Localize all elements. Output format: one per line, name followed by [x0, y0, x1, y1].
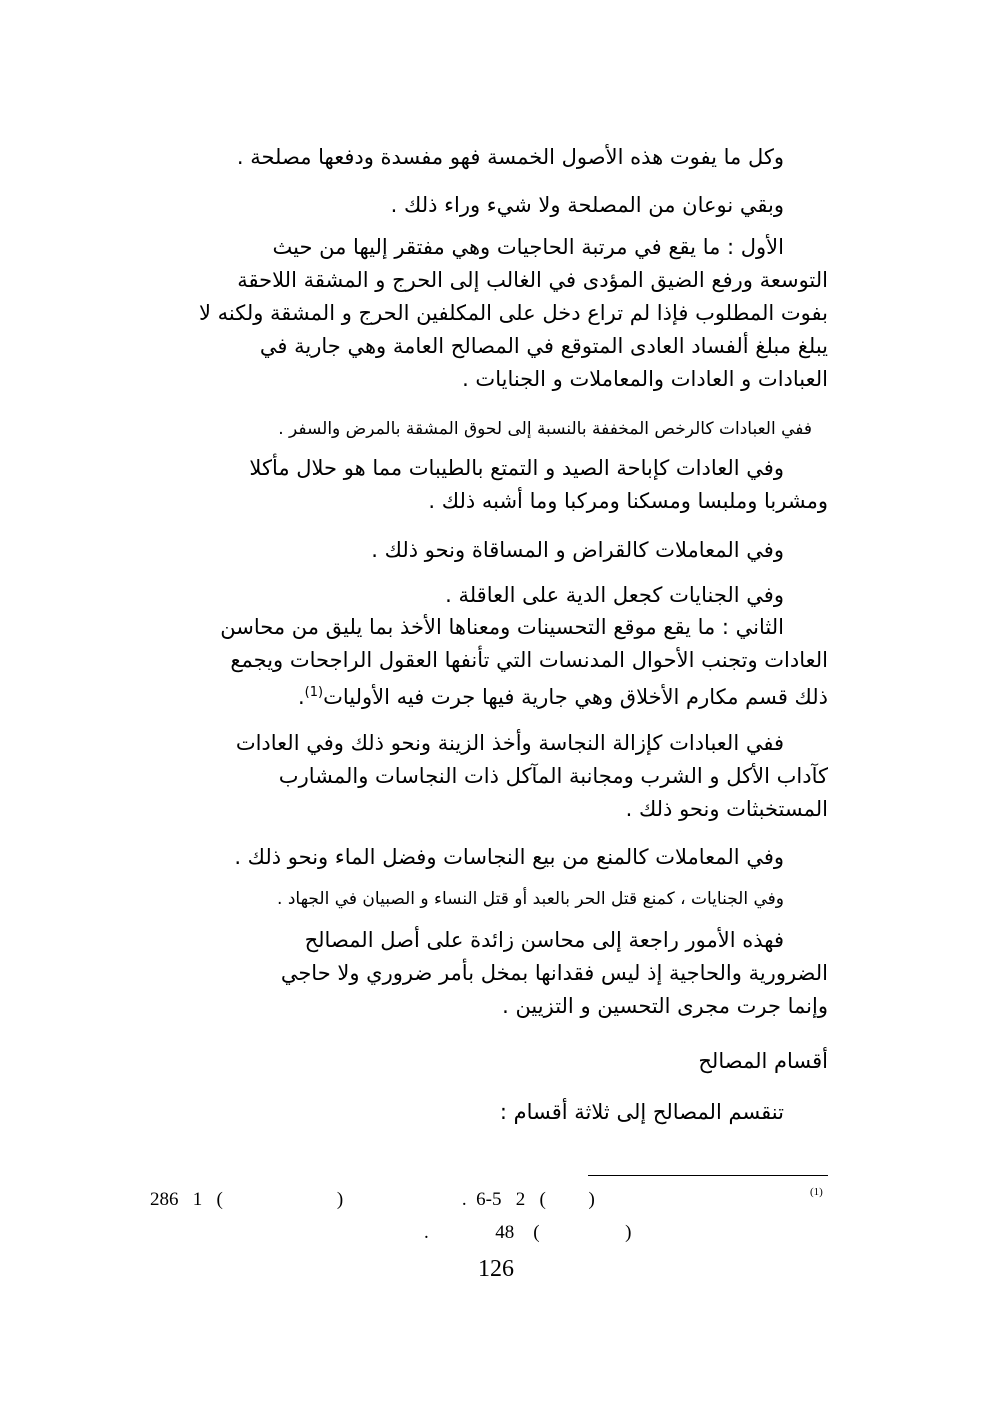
paragraph-line: وبقي نوعان من المصلحة ولا شيء وراء ذلك . — [390, 193, 784, 217]
paragraph-line: الثاني : ما يقع موقع التحسينات ومعناها الأخذ بما يليق من محاسن — [220, 615, 784, 639]
paragraph-line: وفي الجنايات ، كمنع قتل الحر بالعبد أو قتل النساء و الصبيان في الجهاد . — [277, 889, 784, 909]
paragraph-text: ذلك قسم مكارم الأخلاق وهي جارية فيها جرت فيه الأوليات — [323, 685, 828, 709]
section-heading: أقسام المصالح — [698, 1049, 828, 1073]
paragraph-line: العادات وتجنب الأحوال المدنسات التي تأنفها العقول الراجحات ويجمع — [230, 648, 828, 672]
paragraph-line: وفي المعاملات كالقراض و المساقاة ونحو ذلك . — [371, 538, 784, 562]
paragraph-line: وكل ما يفوت هذه الأصول الخمسة فهو مفسدة ودفعها مصلحة . — [236, 145, 784, 169]
paragraph-line: فهذه الأمور راجعة إلى محاسن زائدة على أصل المصالح — [304, 928, 784, 952]
footnote-line: 286 1 ( ) . 6-5 2 ( ) — [150, 1189, 595, 1210]
footnote-reference: (1) — [304, 685, 324, 700]
paragraph-line: وفي الجنايات كجعل الدية على العاقلة . — [445, 583, 784, 607]
paragraph-line: المستخبثات ونحو ذلك . — [625, 797, 828, 821]
paragraph-line: تنقسم المصالح إلى ثلاثة أقسام : — [499, 1100, 784, 1124]
paragraph-line: الضرورية والحاجية إذ ليس فقدانها بمخل بأمر ضروري ولا حاجي — [280, 961, 828, 985]
paragraph-line: الأول : ما يقع في مرتبة الحاجيات وهي مفتقر إليها من حيث — [272, 235, 784, 259]
paragraph-line: التوسعة ورفع الضيق المؤدى في الغالب إلى الحرج و المشقة اللاحقة — [237, 268, 828, 292]
paragraph-line: وفي العادات كإباحة الصيد و التمتع بالطيبات مما هو حلال مأكلا — [249, 456, 784, 480]
footnote-line: . 48 ( ) — [424, 1222, 632, 1243]
footnote-separator — [588, 1175, 828, 1176]
paragraph-line: ففي العبادات كالرخص المخففة بالنسبة إلى لحوق المشقة بالمرض والسفر . — [278, 419, 812, 439]
paragraph-line: ففي العبادات كإزالة النجاسة وأخذ الزينة ونحو ذلك وفي العادات — [235, 731, 784, 755]
paragraph-line: وفي المعاملات كالمنع من بيع النجاسات وفضل الماء ونحو ذلك . — [234, 845, 784, 869]
paragraph-line: العبادات و العادات والمعاملات و الجنايات . — [462, 367, 828, 391]
paragraph-line: وإنما جرت مجرى التحسين و التزيين . — [502, 994, 828, 1018]
page-number: 126 — [478, 1256, 514, 1282]
paragraph-line: كآداب الأكل و الشرب ومجانبة المآكل ذات النجاسات والمشارب — [278, 764, 828, 788]
period: . — [297, 685, 305, 709]
paragraph-line: بفوت المطلوب فإذا لم تراع دخل على المكلفين الحرج و المشقة ولكنه لا — [198, 301, 828, 325]
paragraph-line: ومشربا وملبسا ومسكنا ومركبا وما أشبه ذلك . — [428, 489, 828, 513]
paragraph-line — [298, 678, 828, 712]
paragraph-line: يبلغ مبلغ ألفساد العادى المتوقع في المصالح العامة وهي جارية في — [259, 334, 828, 358]
footnote-marker: (1) — [810, 1186, 823, 1198]
